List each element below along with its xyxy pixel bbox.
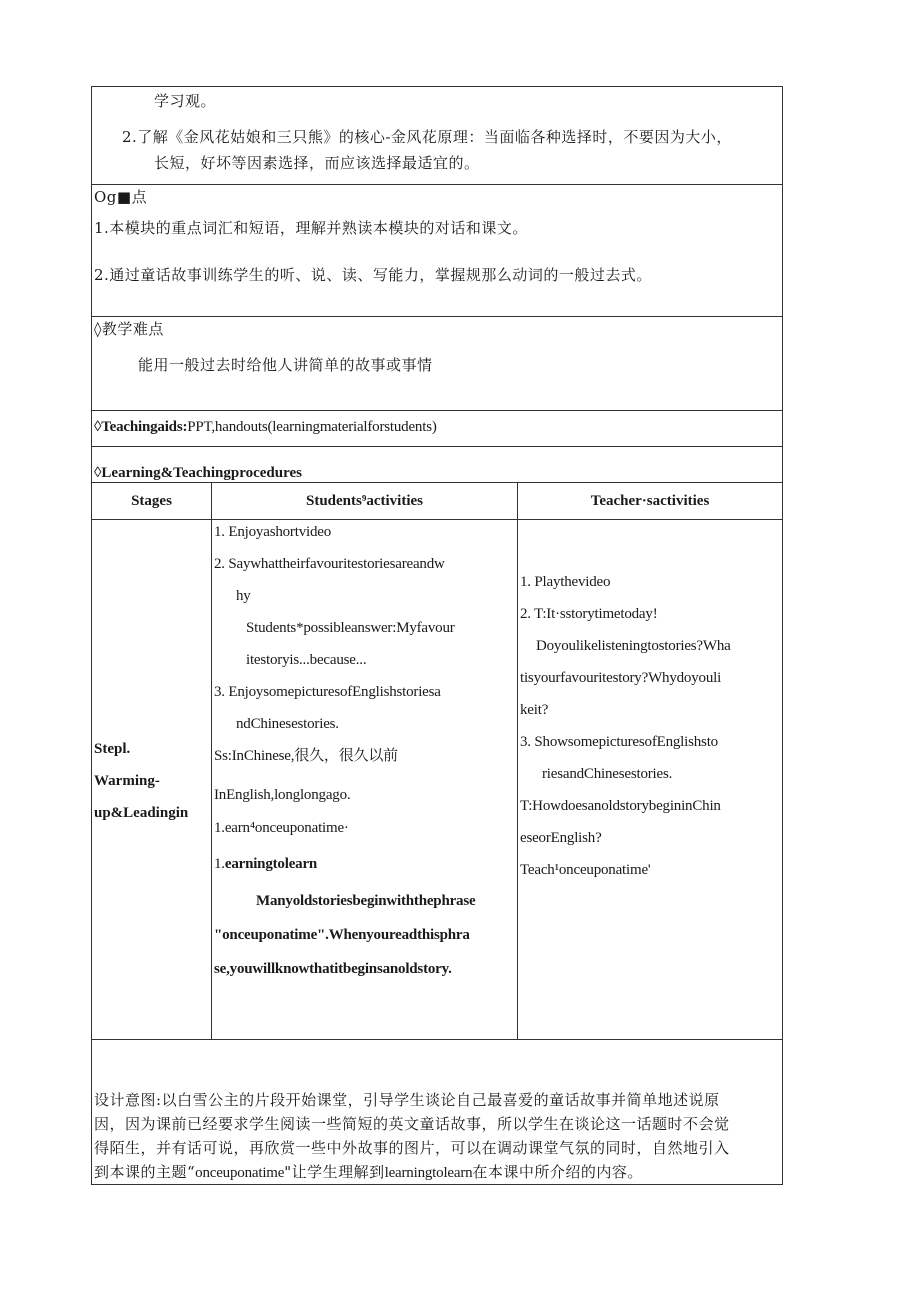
difficulty-section <box>91 316 783 410</box>
aids-line <box>94 417 437 437</box>
keypoints-heading: Og■点 <box>94 188 148 206</box>
difficulty-text: 能用一般过去时给他人讲简单的故事或事情 <box>138 356 433 374</box>
header-stages: Stages <box>131 493 172 509</box>
procedures-heading: ◊Learning&Teachingprocedures <box>94 465 302 481</box>
students-p3: se,youwillknowthatitbeginsanoldstory. <box>214 961 452 977</box>
keypoints-section <box>91 184 783 316</box>
design-l4e: 在本课中所介绍的内容。 <box>472 1163 643 1181</box>
teacher-t8: T:HowdoesanoldstorybegininChin <box>520 798 721 814</box>
teacher-t2: 2. T:It·sstorytimetoday! <box>520 606 658 622</box>
keypoints-item1: 1.本模块的重点词汇和短语，理解并熟读本模块的对话和课文。 <box>94 219 528 237</box>
procedures-table-header <box>91 482 783 519</box>
teacher-t7: riesandChinesestories. <box>542 766 673 782</box>
keypoints-item2: 2.通过童话故事训练学生的听、说、读、写能力，掌握规那么动词的一般过去式。 <box>94 266 652 284</box>
procedures-table-row <box>91 519 783 1039</box>
design-line1 <box>94 1090 720 1110</box>
students-learn2-text: earningtolearn <box>224 856 318 872</box>
teacher-t4: tisyourfavouritestory?Whydoyouli <box>520 670 722 686</box>
teacher-cell <box>517 520 782 1039</box>
aids-section <box>91 410 783 446</box>
design-l4b: onceuponatime <box>195 1165 285 1181</box>
students-learn2 <box>214 854 317 874</box>
teacher-t6: 3. ShowsomepicturesofEnglishsto <box>520 734 718 750</box>
goals-item2-line2: 长短，好坏等因素选择，而应该选择最适宜的。 <box>154 154 480 172</box>
goals-item2-line1: 2.了解《金风花姑娘和三只熊》的核心-金风花原理：当面临各种选择时，不要因为大小， <box>122 128 732 146</box>
aids-text: PPT,handouts(learningmaterialforstudents) <box>187 419 437 435</box>
students-p1: Manyoldstoriesbeginwiththephrase <box>256 893 476 909</box>
stage-line2: Warming- <box>94 773 160 789</box>
students-s2c: Students*possibleanswer:Myfavour <box>246 620 455 636</box>
lesson-plan-page <box>91 86 783 1185</box>
goals-section <box>91 86 783 184</box>
teacher-t9: eseorEnglish? <box>520 830 602 846</box>
aids-label: ◊Teachingaids: <box>94 419 188 435</box>
students-s2b: hy <box>236 588 251 604</box>
students-s2a: 2. Saywhattheirfavouritestoriesareandw <box>214 556 445 572</box>
design-label: 设计意图: <box>94 1091 162 1109</box>
students-ss1: Ss:InChinese,很久，很久以前 <box>214 748 398 764</box>
students-ss2: InEnglish,longlongago. <box>214 787 351 803</box>
design-l4c: "让学生理解到 <box>284 1163 385 1181</box>
stage-cell <box>92 520 211 1039</box>
design-line2: 因，因为课前已经要求学生阅读一些简短的英文童话故事，所以学生在谈论这一话题时不会觉 <box>94 1115 730 1133</box>
students-s1: 1. Enjoyashortvideo <box>214 524 332 540</box>
students-learn2-num: 1. <box>214 856 225 872</box>
students-s2d: itestoryis...because... <box>246 652 367 668</box>
design-l4a: 到本课的主题“ <box>94 1163 196 1181</box>
students-cell <box>211 520 517 1039</box>
stage-line1: Stepl. <box>94 741 131 757</box>
procedures-heading-row <box>91 446 783 482</box>
design-section <box>91 1039 783 1185</box>
design-l1: 以白雪公主的片段开始课堂，引导学生谈论自己最喜爱的童话故事并简单地述说原 <box>161 1091 720 1109</box>
difficulty-heading: ◊教学难点 <box>94 320 164 338</box>
teacher-t10: Teach¹onceuponatime' <box>520 862 651 878</box>
header-teacher: Teacher·sactivities <box>517 483 782 519</box>
students-learn1: 1.earn⁴onceuponatime· <box>214 820 349 836</box>
students-s3b: ndChinesestories. <box>236 716 339 732</box>
header-students: Students⁹activities <box>211 483 517 519</box>
students-p2: "onceuponatime".Whenyoureadthisphra <box>214 927 470 943</box>
design-line4 <box>94 1162 643 1183</box>
design-l4d: learningtolearn <box>384 1165 473 1181</box>
stage-line3: up&Leadingin <box>94 805 189 821</box>
teacher-t3: Doyoulikelisteningtostories?Wha <box>536 638 731 654</box>
students-s3a: 3. EnjoysomepicturesofEnglishstoriesa <box>214 684 441 700</box>
design-line3: 得陌生，并有话可说，再欣赏一些中外故事的图片，可以在调动课堂气氛的同时，自然地引入 <box>94 1139 730 1157</box>
goals-line0: 学习观。 <box>154 92 217 110</box>
teacher-t5: keit? <box>520 702 549 718</box>
teacher-t1: 1. Playthevideo <box>520 574 611 590</box>
